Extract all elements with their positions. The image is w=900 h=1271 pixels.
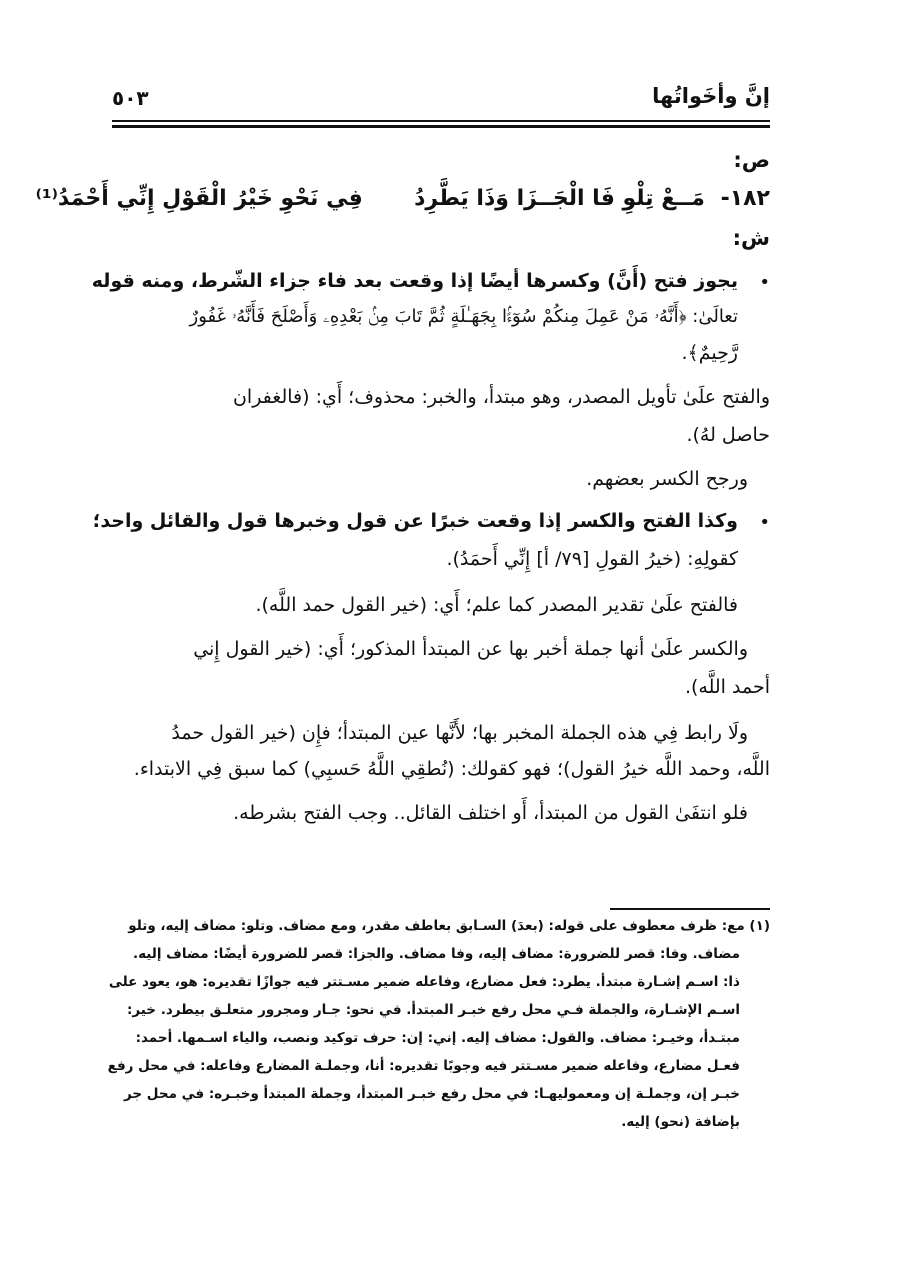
text-label: ص:: [733, 148, 770, 172]
verse-second-hemistich: فِي نَحْوِ خَيْرُ الْقَوْلِ إِنِّي أَحْمَدُ⁽¹⁾: [35, 186, 363, 211]
paragraph-line: والكسر علَىٰ أنها جملة أخبر بها عن المبتدأ المذكور؛ أَي: (خير القول إِني: [193, 638, 748, 660]
bullet: •: [759, 272, 770, 293]
footnote-line: (١) مع: ظرف معطوف على قوله: (بعدَ) السـابق بعاطف مقدر، ومع مضاف. وتلو: مضاف إليه، وتلو: [128, 918, 770, 934]
paragraph-line: وكذا الفتح والكسر إذا وقعت خبرًا عن قول وخبرها قول والقائل واحد؛: [92, 510, 738, 532]
paragraph-line: فالفتح علَىٰ تقدير المصدر كما علم؛ أَي: (خير القول حمد اللَّه).: [255, 594, 738, 616]
bullet: •: [759, 512, 770, 533]
paragraph-line: ولَا رابط فِي هذه الجملة المخبر بها؛ لأَنَّها عين المبتدأ؛ فإِن (خير القول حمدُ: [171, 722, 748, 744]
footnote-line: فعـل مضارع، وفاعله ضمير مسـتتر فيه وجوبًا تقديره: أنا، وجملـة المضارع وفاعله: في محل رفع: [107, 1058, 740, 1074]
paragraph-line: اللَّه، وحمد اللَّه خيرُ القول)؛ فهو كقولك: (نُطقِي اللَّهُ حَسبِي) كما سبق فِي الابتداء.: [133, 758, 770, 780]
verse-line: [35, 186, 770, 211]
footnote-rule: [610, 908, 770, 910]
verse-number: ١٨٢-: [720, 186, 770, 211]
page-number: ٥٠٣: [112, 86, 149, 110]
quran-line: تعالَىٰ: ﴿أَنَّهُۥ مَنْ عَمِلَ مِنكُمْ سُوٓءًۢا بِجَهَـٰلَةٍ ثُمَّ تَابَ مِنۢ بَعْدِهِۦ وَأَصْلَحَ فَأَنَّهُۥ غَفُورٌ: [189, 306, 738, 327]
paragraph-line: يجوز فتح (أَنَّ) وكسرها أيضًا إذا وقعت بعد فاء جزاء الشّرط، ومنه قوله: [91, 270, 738, 292]
paragraph-line: فلو انتفَىٰ القول من المبتدأ، أَو اختلف القائل.. وجب الفتح بشرطه.: [233, 802, 748, 824]
running-header-title: إنَّ وأخَواتُها: [652, 84, 770, 108]
quran-line: رَّحِيمٌ﴾.: [681, 342, 738, 364]
paragraph-line: أحمد اللَّه).: [684, 676, 770, 698]
commentary-label: ش:: [732, 226, 770, 250]
footnote-line: ذا: اسـم إشـارة مبتدأ. يطرد: فعل مضارع، وفاعله ضمير مسـتتر فيه جوازًا تقديره: هو، يعود على: [108, 974, 740, 990]
verse-first-hemistich: مَــعْ تِلْوِ فَا الْجَــزَا وَذَا يَطَّرِدُ: [414, 186, 705, 211]
paragraph-line: كقولِهِ: (خيرُ القولِ [٧٩/ أ] إِنِّي أَحمَدُ).: [446, 548, 738, 570]
header-rule-thick: [112, 125, 770, 128]
paragraph-line: حاصل لهُ).: [686, 424, 770, 446]
footnote-line: بإضافة (نحو) إليه.: [621, 1114, 740, 1130]
footnote-line: اسـم الإشـارة، والجملة فـي محل رفع خبـر المبتدأ. في نحو: جـار ومجرور متعلـق بيطرد. خير:: [126, 1002, 740, 1018]
paragraph-line: والفتح علَىٰ تأويل المصدر، وهو مبتدأ، والخبر: محذوف؛ أَي: (فالغفران: [232, 386, 770, 408]
header-rule: [112, 120, 770, 122]
footnote-line: مضاف. وفا: قصر للضرورة: مضاف إليه، وفا مضاف. والجزا: قصر للضرورة أيضًا: مضاف إليه.: [132, 946, 740, 962]
footnote-line: مبتـدأ، وخيـر: مضاف. والقول: مضاف إليه. إني: إن: حرف توكيد ونصب، والياء اسـمها. أحمد:: [135, 1030, 740, 1046]
footnote-line: خبـر إن، وجملـة إن ومعموليهـا: في محل رفع خبـر المبتدأ، وجملة المبتدأ وخبـره: في محل جر: [123, 1086, 740, 1102]
paragraph-line: ورجح الكسر بعضهم.: [586, 468, 748, 490]
